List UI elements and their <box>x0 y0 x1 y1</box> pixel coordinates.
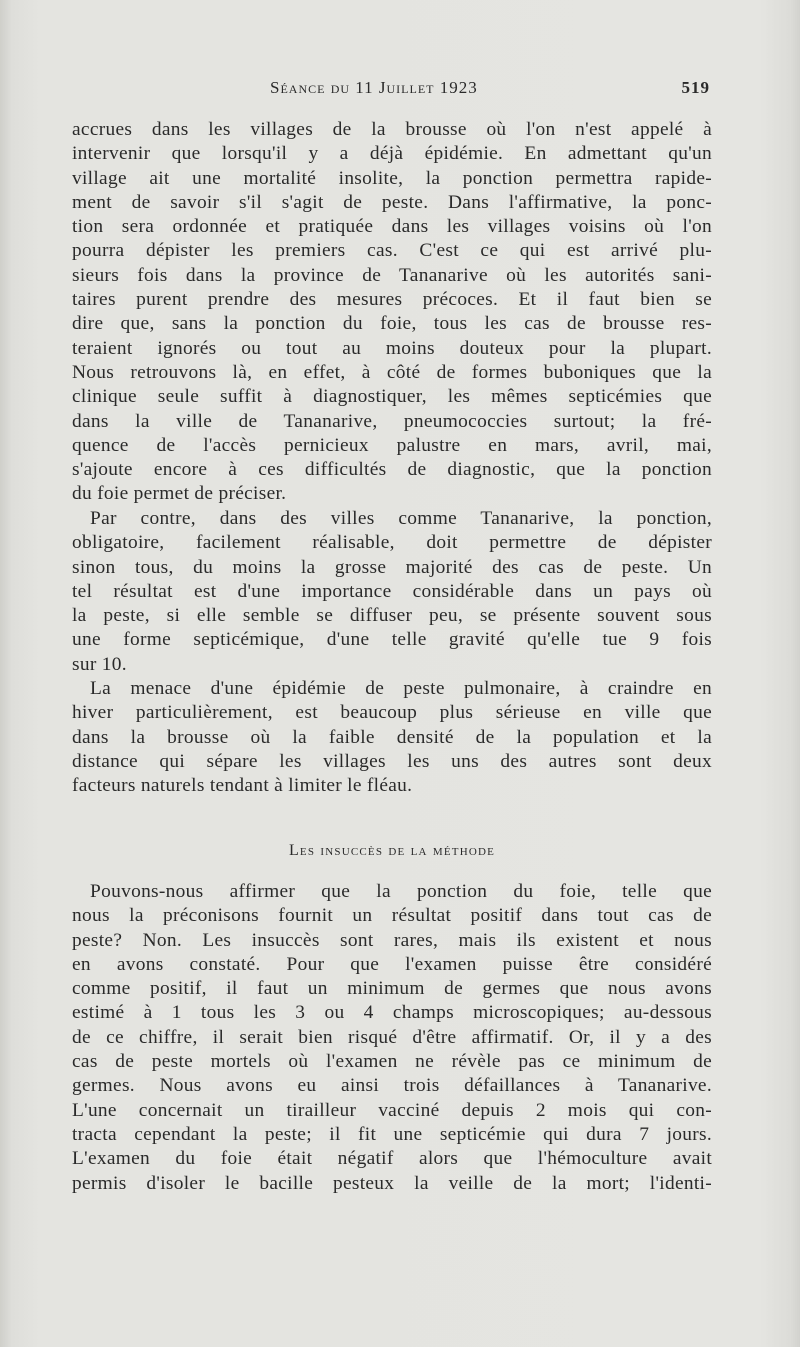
text-line: permis d'isoler le bacille pesteux la veille de la mort; l'identi- <box>72 1172 712 1194</box>
text-line: tracta cependant la peste; il fit une septicémie qui dura 7 jours. <box>72 1123 712 1145</box>
text-line: accrues dans les villages de la brousse où l'on n'est appelé à <box>72 119 712 140</box>
text-line: sur 10. <box>72 653 127 675</box>
text-line: taires purent prendre des mesures précoces. Et il faut bien se <box>72 289 712 311</box>
text-line: hiver particulièrement, est beaucoup plus sérieuse en ville que <box>72 702 712 724</box>
text-line: cas de peste mortels où l'examen ne révèle pas ce minimum de <box>72 1051 712 1073</box>
text-line: sieurs fois dans la province de Tananarive où les autorités sani- <box>72 264 712 286</box>
text-line: en avons constaté. Pour que l'examen puisse être considéré <box>72 953 712 975</box>
text-line: facteurs naturels tendant à limiter le fléau. <box>72 775 413 797</box>
page-number: 519 <box>681 78 710 97</box>
text-line: dans la ville de Tananarive, pneumococcies surtout; la fré- <box>72 410 712 432</box>
paragraph-3 <box>72 677 712 798</box>
text-line: L'une concernait un tirailleur vacciné depuis 2 mois qui con- <box>72 1099 712 1121</box>
text-line: Par contre, dans des villes comme Tananarive, la ponction, <box>90 508 712 529</box>
text-line: Pouvons-nous affirmer que la ponction du foie, telle que <box>90 881 712 902</box>
paragraph-1 <box>72 118 712 507</box>
text-line: dans la brousse où la faible densité de la population et la <box>72 726 712 748</box>
text-line: une forme septicémique, d'une telle gravité qu'elle tue 9 fois <box>72 629 712 651</box>
text-line: nous la préconisons fournit un résultat positif dans tout cas de <box>72 905 712 927</box>
text-line: la peste, si elle semble se diffuser peu, se présente souvent sous <box>72 605 712 627</box>
text-line: L'examen du foie était négatif alors que l'hémoculture avait <box>72 1148 712 1170</box>
text-line: s'ajoute encore à ces difficultés de diagnostic, que la ponction <box>72 459 712 481</box>
text-line: sinon tous, du moins la grosse majorité des cas de peste. Un <box>72 556 712 578</box>
running-head <box>270 78 710 104</box>
text-line: dire que, sans la ponction du foie, tous les cas de brousse res- <box>72 313 712 335</box>
text-line: obligatoire, facilement réalisable, doit permettre de dépister <box>72 532 712 554</box>
text-line: tion sera ordonnée et pratiquée dans les villages voisins où l'on <box>72 216 712 238</box>
text-line: comme positif, il faut un minimum de germes que nous avons <box>72 978 712 1000</box>
text-line: village ait une mortalité insolite, la ponction permettra rapide- <box>72 167 712 189</box>
text-line: quence de l'accès pernicieux palustre en mars, avril, mai, <box>72 434 712 456</box>
paragraph-4 <box>72 880 712 1196</box>
running-title: Séance du 11 Juillet 1923 <box>270 78 478 97</box>
section-heading: Les insuccès de la méthode <box>288 842 496 859</box>
text-line: distance qui sépare les villages les uns des autres sont deux <box>72 750 712 772</box>
text-line: peste? Non. Les insuccès sont rares, mais ils existent et nous <box>72 929 712 951</box>
text-line: intervenir que lorsqu'il y a déjà épidémie. En admettant qu'un <box>72 143 712 165</box>
text-line: du foie permet de préciser. <box>72 483 287 505</box>
text-line: tel résultat est d'une importance considérable dans un pays où <box>72 580 712 602</box>
text-line: Nous retrouvons là, en effet, à côté de formes buboniques que la <box>72 361 712 383</box>
paragraph-2 <box>72 507 712 677</box>
text-line: pourra dépister les premiers cas. C'est ce qui est arrivé plu- <box>72 240 712 262</box>
text-line: de ce chiffre, il serait bien risqué d'être affirmatif. Or, il y a des <box>72 1026 712 1048</box>
text-line: clinique seule suffit à diagnostiquer, les mêmes septicémies que <box>72 386 712 408</box>
text-line: germes. Nous avons eu ainsi trois défaillances à Tananarive. <box>72 1075 712 1097</box>
text-line: estimé à 1 tous les 3 ou 4 champs microscopiques; au-dessous <box>72 1002 712 1024</box>
text-line: ment de savoir s'il s'agit de peste. Dans l'affirmative, la ponc- <box>72 191 712 213</box>
text-line: La menace d'une épidémie de peste pulmonaire, à craindre en <box>90 678 712 699</box>
text-line: teraient ignorés ou tout au moins douteux pour la plupart. <box>72 337 712 359</box>
